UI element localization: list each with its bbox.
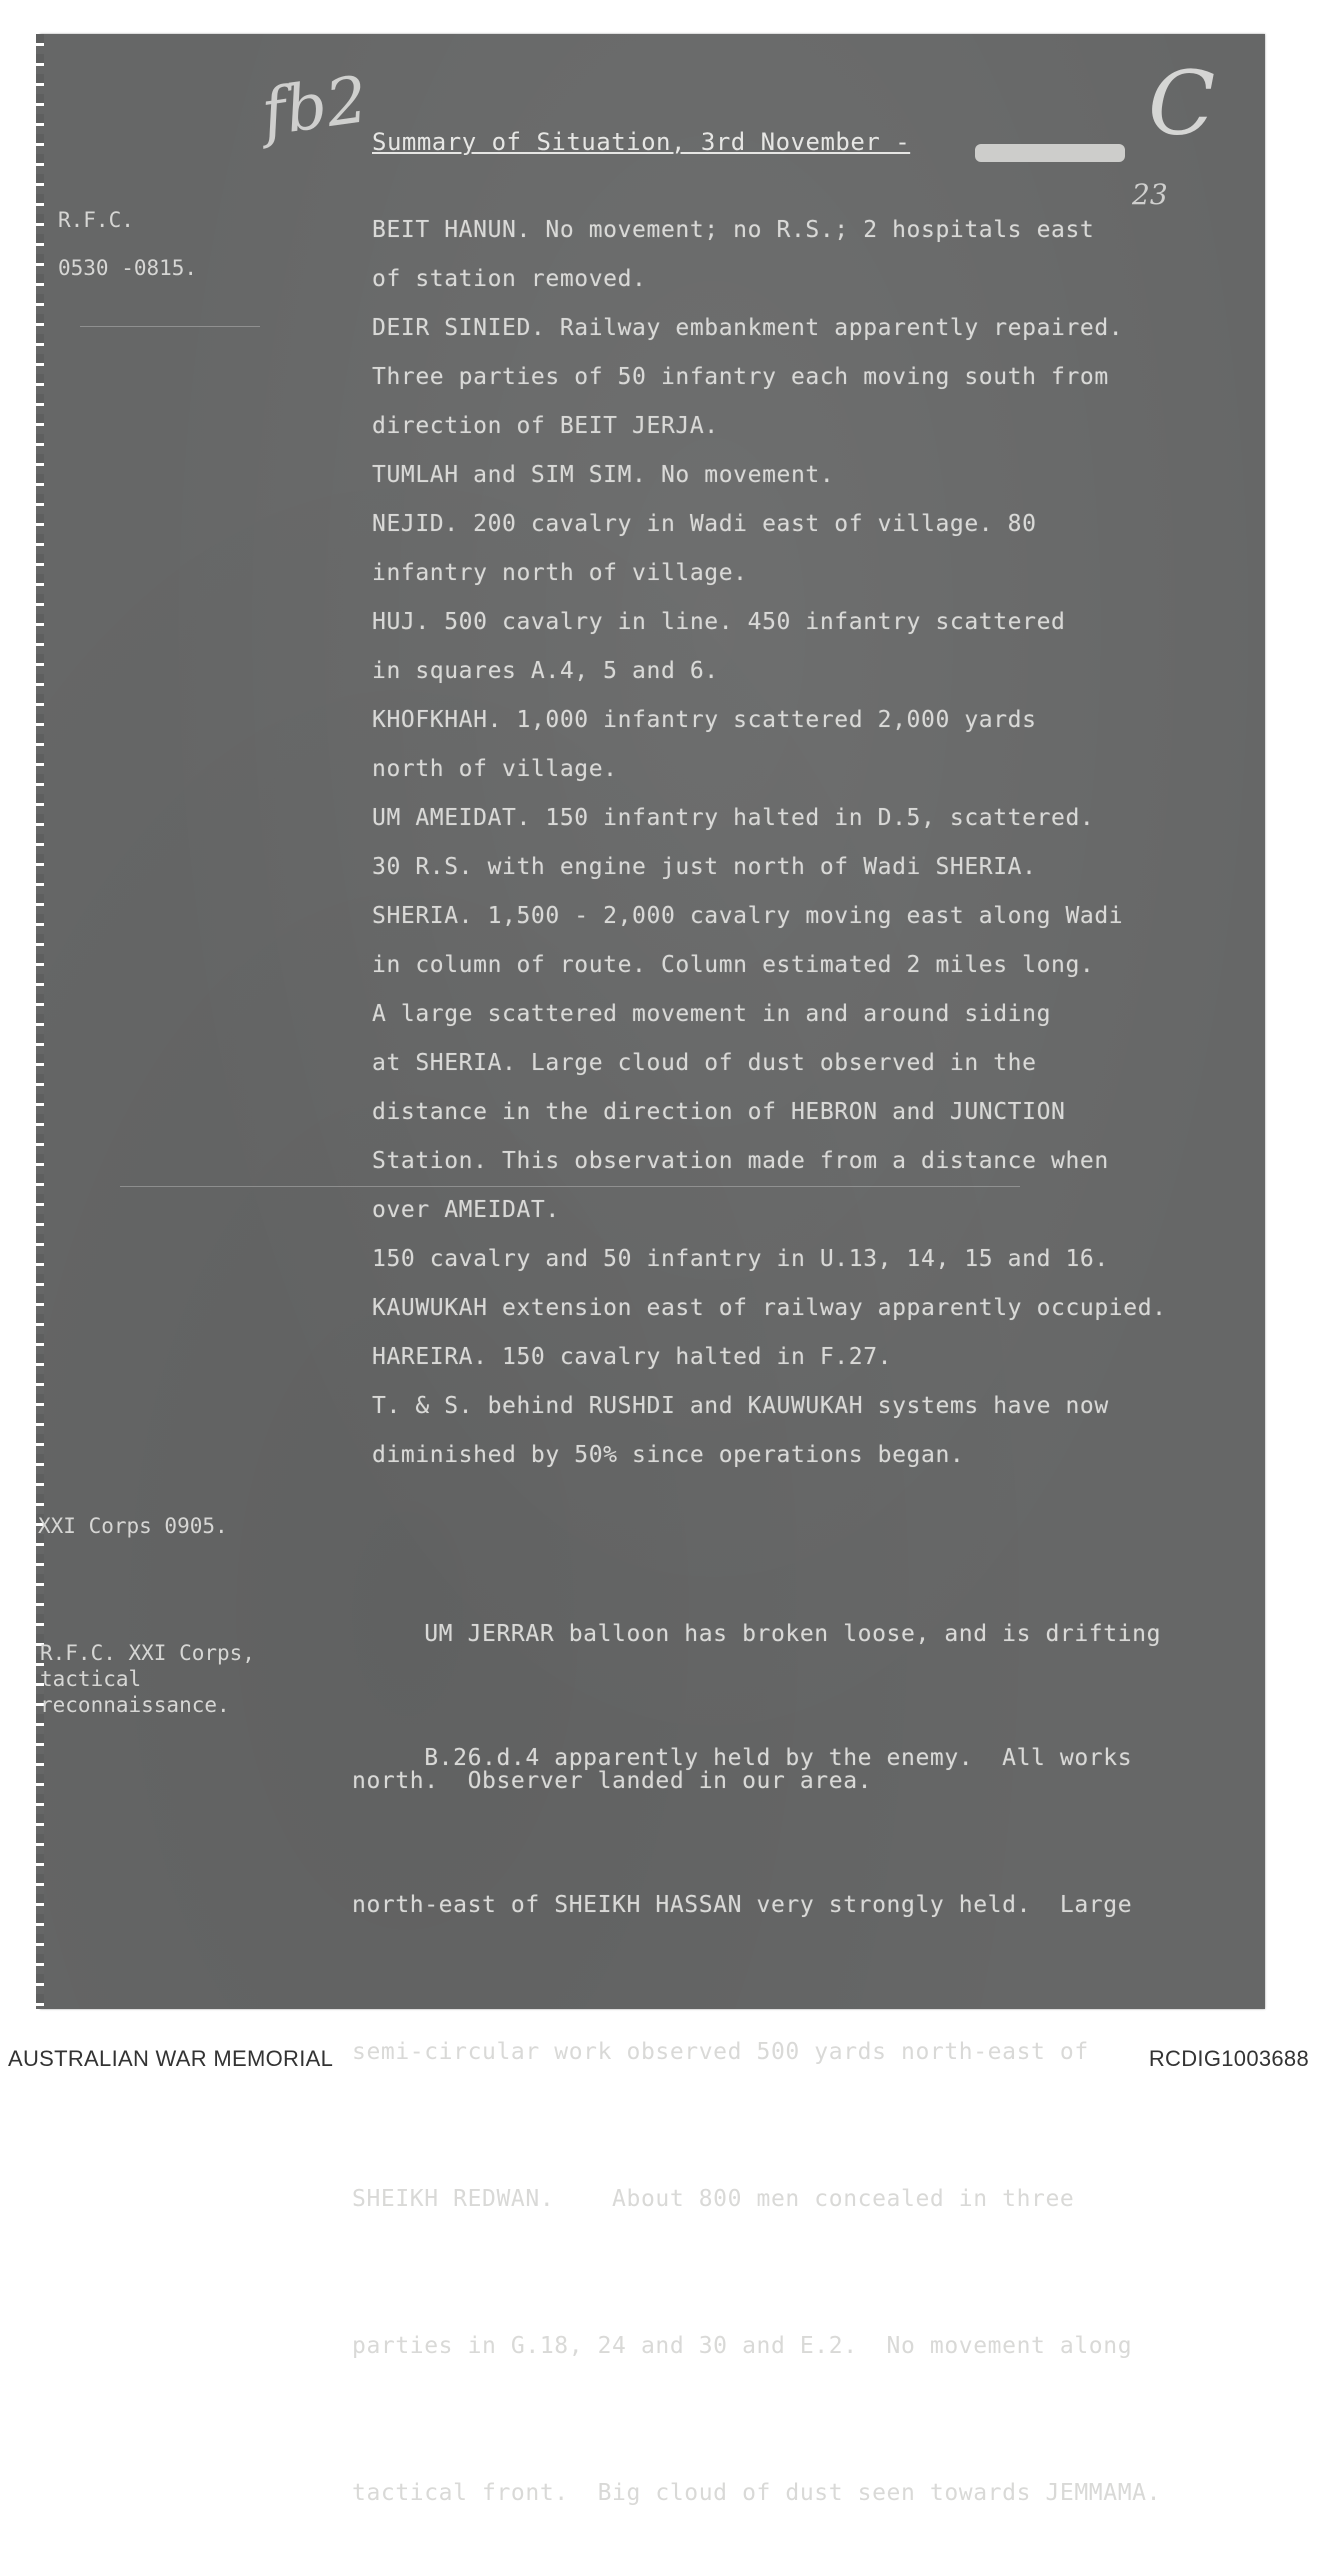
text-line: SHERIA. 1,500 - 2,000 cavalry moving east along Wadi (372, 903, 1124, 929)
text-line: diminished by 50% since operations began. (372, 1442, 965, 1468)
text-line: KHOFKHAH. 1,000 infantry scattered 2,000 yards (372, 707, 1037, 733)
text-line: north. Observer landed in our area. (352, 1768, 873, 1794)
text-line: parties in G.18, 24 and 30 and E.2. No movement along (352, 2333, 1133, 2359)
text-line: HUJ. 500 cavalry in line. 450 infantry scattered (372, 609, 1066, 635)
text-line: of station removed. (372, 266, 647, 292)
text-line: north-east of SHEIKH HASSAN very strongly held. Large (352, 1892, 1133, 1918)
footer-institution: AUSTRALIAN WAR MEMORIAL (8, 2046, 334, 2071)
text-line: TUMLAH and SIM SIM. No movement. (372, 462, 835, 488)
handwritten-mark-c: C (1148, 52, 1216, 155)
text-line: at SHERIA. Large cloud of dust observed in the (372, 1050, 1037, 1076)
margin-note-line: R.F.C. (58, 208, 134, 232)
text-line: B.26.d.4 apparently held by the enemy. All works (352, 1745, 1133, 1771)
report-body (372, 206, 1167, 1480)
divider (80, 326, 260, 327)
margin-note-line: tactical (40, 1667, 142, 1691)
text-line: semi-circular work observed 500 yards north-east of (352, 2039, 1089, 2065)
page-title: Summary of Situation, 3rd November - (372, 128, 911, 156)
text-line: HAREIRA. 150 cavalry halted in F.27. (372, 1344, 893, 1370)
text-line: in column of route. Column estimated 2 miles long. (372, 952, 1095, 978)
tactical-recon-paragraph (352, 1636, 1161, 2567)
margin-note-xxi-corps (38, 1512, 228, 1540)
margin-note-line: R.F.C. XXI Corps, (40, 1641, 255, 1665)
text-line: Station. This observation made from a distance when (372, 1148, 1109, 1174)
text-line: SHEIKH REDWAN. About 800 men concealed in three (352, 2186, 1075, 2212)
text-line: infantry north of village. (372, 560, 748, 586)
text-line: 150 cavalry and 50 infantry in U.13, 14, 15 and 16. (372, 1246, 1109, 1272)
text-line: T. & S. behind RUSHDI and KAUWUKAH systems have now (372, 1393, 1109, 1419)
text-line: KAUWUKAH extension east of railway apparently occupied. (372, 1295, 1167, 1321)
text-line: NEJID. 200 cavalry in Wadi east of village. 80 (372, 511, 1037, 537)
redaction-mark (975, 144, 1125, 162)
text-line: UM JERRAR balloon has broken loose, and is drifting (352, 1621, 1162, 1647)
text-line: UM AMEIDAT. 150 infantry halted in D.5, scattered. (372, 805, 1095, 831)
margin-note-rfc (58, 196, 197, 292)
text-line: A large scattered movement in and around siding (372, 1001, 1052, 1027)
margin-note-line: reconnaissance. (40, 1693, 230, 1717)
text-line: north of village. (372, 756, 618, 782)
text-line: distance in the direction of HEBRON and JUNCTION (372, 1099, 1066, 1125)
handwritten-mark-fb2: fb2 (257, 63, 373, 151)
margin-note-line: 0530 -0815. (58, 256, 198, 280)
margin-note-line: XXI Corps 0905. (38, 1514, 228, 1538)
text-line: Three parties of 50 infantry each moving south from (372, 364, 1109, 390)
margin-note-tactical-recon (40, 1640, 255, 1718)
handwritten-mark-23: 23 (1132, 178, 1168, 211)
text-line: DEIR SINIED. Railway embankment apparently repaired. (372, 315, 1124, 341)
footer-record-id: RCDIG1003688 (1148, 2046, 1309, 2071)
text-line: tactical front. Big cloud of dust seen towards JEMMAMA. (352, 2480, 1162, 2506)
text-line: BEIT HANUN. No movement; no R.S.; 2 hospitals east (372, 217, 1095, 243)
text-line: in squares A.4, 5 and 6. (372, 658, 719, 684)
text-line: over AMEIDAT. (372, 1197, 560, 1223)
text-line: 30 R.S. with engine just north of Wadi SHERIA. (372, 854, 1037, 880)
text-line: direction of BEIT JERJA. (372, 413, 719, 439)
